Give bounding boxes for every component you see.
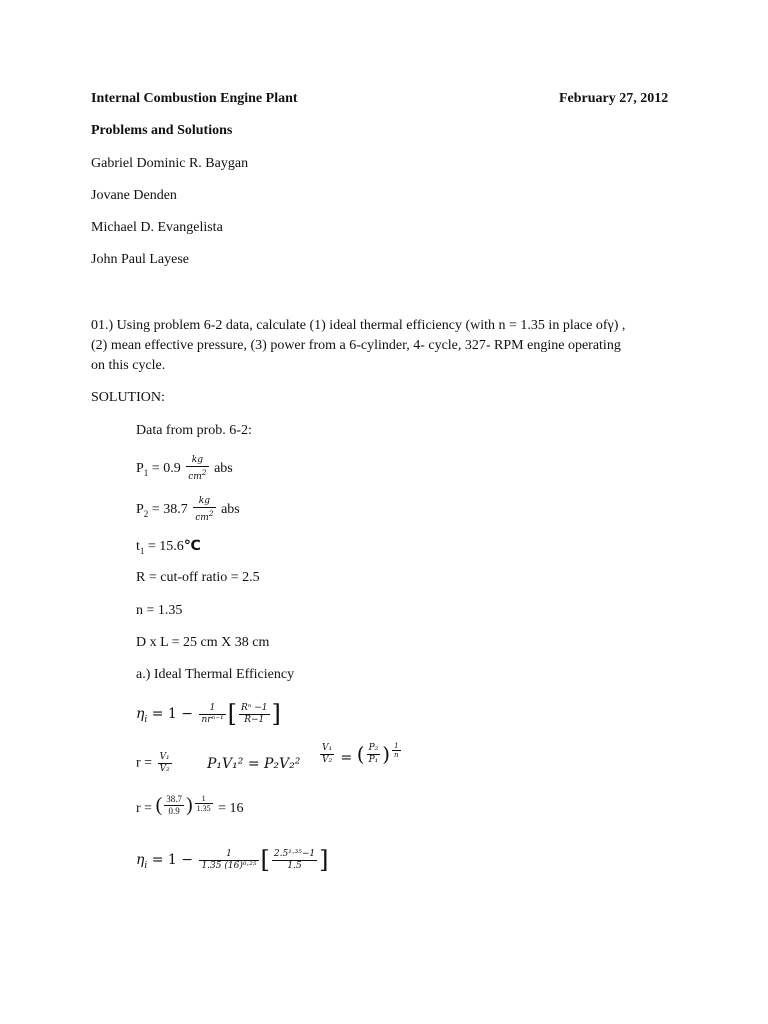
solution-label: SOLUTION: [91,390,165,405]
polytropic-relation: P₁V₁² = P₂V₂² [207,756,301,772]
t1-line: $t_1$ = 15.6℃ [136,538,201,556]
p1-line: $P_1 = 0.9$ $\frac{kg}{cm^2}$ abs [136,455,233,482]
efficiency-substitution: $\eta_i = 1$ − $\frac{1}{\text{1.35 (16)⁰·²⁵}}$ [ $\frac{\text{2.5¹·³⁵−1}}{1.5}$ ] [136,846,329,874]
problem-text-line: (2) mean effective pressure, (3) power from a 6-cylinder, 4- cycle, 327- RPM engine operating [91,338,621,353]
data-heading: Data from prob. 6-2: [136,423,252,438]
efficiency-formula: $\eta_i = 1$ − $\frac{1}{\text{nrⁿ⁻¹}}$ [ $\frac{\text{Rⁿ −1}}{R-1}$ ] [136,700,281,728]
author-name: Jovane Denden [91,188,177,203]
author-name: John Paul Layese [91,252,189,267]
n-value: n = 1.35 [136,603,183,618]
document-subtitle: Problems and Solutions [91,123,233,138]
compression-ratio-calc: r = ( $\frac{38.7}{0.9}$ ) $\frac{1}{1.35}$ = 16 [136,794,244,816]
bore-stroke: D x L = 25 cm X 38 cm [136,635,270,650]
document-date: February 27, 2012 [559,91,669,106]
problem-text-line: on this cycle. [91,358,166,373]
compression-ratio-definition: r = $\frac{\text{V₁}}{\text{V₂}}$ [136,752,170,774]
part-a-heading: a.) Ideal Thermal Efficiency [136,667,295,682]
document-title: Internal Combustion Engine Plant [91,91,298,106]
author-name: Michael D. Evangelista [91,220,223,235]
author-name: Gabriel Dominic R. Baygan [91,156,249,171]
p2-line: $P_2 = 38.7$ $\frac{kg}{cm^2}$ abs [136,496,240,523]
cutoff-ratio: R = cut-off ratio = 2.5 [136,570,260,585]
problem-text-line: 01.) Using problem 6-2 data, calculate (1) ideal thermal efficiency (with n = 1.35 in place ofγ) , [91,318,626,333]
volume-ratio-formula: $\frac{\text{V₁}}{\text{V₂}}$ = ( $\frac{\text{P₂}}{\text{P₁}}$ ) $\frac{1}{n}$ [322,742,399,766]
